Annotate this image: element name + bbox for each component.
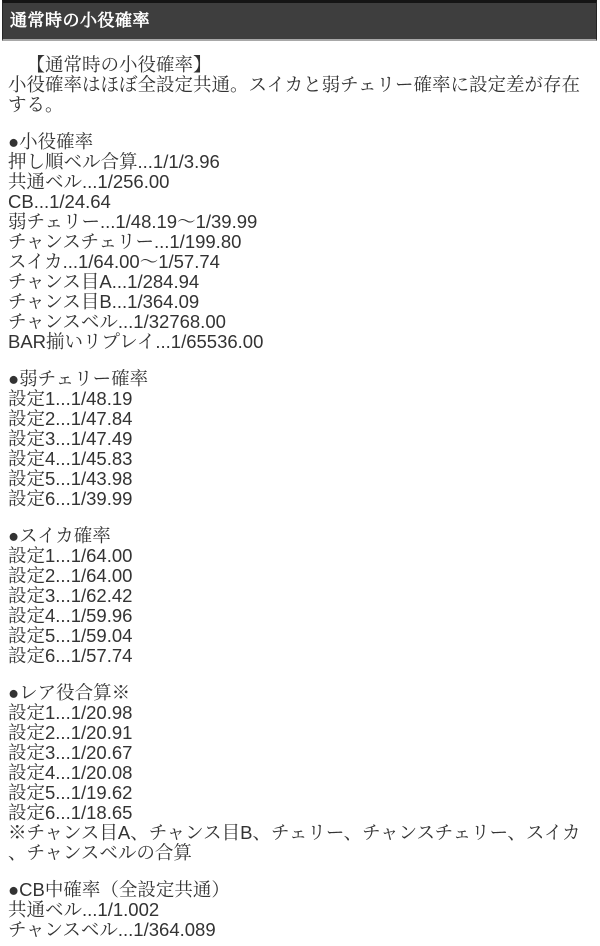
probability-line: 設定4...1/20.08 xyxy=(8,762,133,783)
section-heading: ●CB中確率（全設定共通） xyxy=(8,879,230,900)
section-rare-yaku-gassan xyxy=(8,683,592,863)
probability-line: 設定3...1/20.67 xyxy=(8,742,133,763)
probability-line: チャンスベル...1/364.089 xyxy=(8,919,216,940)
probability-line: 設定5...1/43.98 xyxy=(8,468,133,489)
probability-line: 設定1...1/64.00 xyxy=(8,545,133,566)
probability-line: 共通ベル...1/256.00 xyxy=(8,171,170,192)
section-header-bar xyxy=(2,0,597,41)
section-koyaku-kakuritsu xyxy=(8,132,592,352)
probability-line: CB...1/24.64 xyxy=(8,191,111,212)
probability-line: 設定5...1/19.62 xyxy=(8,782,133,803)
sections-container xyxy=(8,132,592,940)
article xyxy=(8,55,592,940)
section-heading: ●レア役合算※ xyxy=(8,682,131,703)
intro-body: 小役確率はほぼ全設定共通。スイカと弱チェリー確率に設定差が存在する。 xyxy=(8,74,581,115)
probability-line: スイカ...1/64.00～1/57.74 xyxy=(8,251,220,272)
probability-line: 設定1...1/20.98 xyxy=(8,702,133,723)
page-title: 通常時の小役確率 xyxy=(10,11,150,30)
probability-line: 設定4...1/45.83 xyxy=(8,448,133,469)
footnote: ※チャンス目A、チャンス目B、チェリー、チャンスチェリー、スイカ、チャンスベルの合算 xyxy=(8,822,581,863)
probability-line: 設定2...1/47.84 xyxy=(8,408,133,429)
probability-line: 設定3...1/62.42 xyxy=(8,585,133,606)
section-heading: ●スイカ確率 xyxy=(8,525,111,546)
intro-title: 【通常時の小役確率】 xyxy=(26,54,212,75)
section-heading: ●小役確率 xyxy=(8,131,94,152)
probability-line: 設定5...1/59.04 xyxy=(8,625,133,646)
probability-line: 設定3...1/47.49 xyxy=(8,428,133,449)
probability-line: チャンスチェリー...1/199.80 xyxy=(8,231,242,252)
probability-line: 弱チェリー...1/48.19～1/39.99 xyxy=(8,211,258,232)
probability-line: 設定6...1/39.99 xyxy=(8,488,133,509)
probability-line: 押し順ベル合算...1/1/3.96 xyxy=(8,151,220,172)
probability-line: チャンス目B...1/364.09 xyxy=(8,291,200,312)
probability-line: 設定6...1/57.74 xyxy=(8,645,133,666)
probability-line: チャンス目A...1/284.94 xyxy=(8,271,200,292)
section-weak-cherry-kakuritsu xyxy=(8,369,592,509)
section-suika-kakuritsu xyxy=(8,526,592,666)
section-cb-chu-kakuritsu xyxy=(8,880,592,940)
probability-line: チャンスベル...1/32768.00 xyxy=(8,311,226,332)
probability-line: 設定6...1/18.65 xyxy=(8,802,133,823)
probability-line: 共通ベル...1/1.002 xyxy=(8,899,160,920)
probability-line: 設定2...1/20.91 xyxy=(8,722,133,743)
probability-line: 設定1...1/48.19 xyxy=(8,388,133,409)
probability-line: BAR揃いリプレイ...1/65536.00 xyxy=(8,331,264,352)
probability-line: 設定2...1/64.00 xyxy=(8,565,133,586)
intro-paragraph xyxy=(8,55,592,115)
probability-line: 設定4...1/59.96 xyxy=(8,605,133,626)
section-heading: ●弱チェリー確率 xyxy=(8,368,149,389)
